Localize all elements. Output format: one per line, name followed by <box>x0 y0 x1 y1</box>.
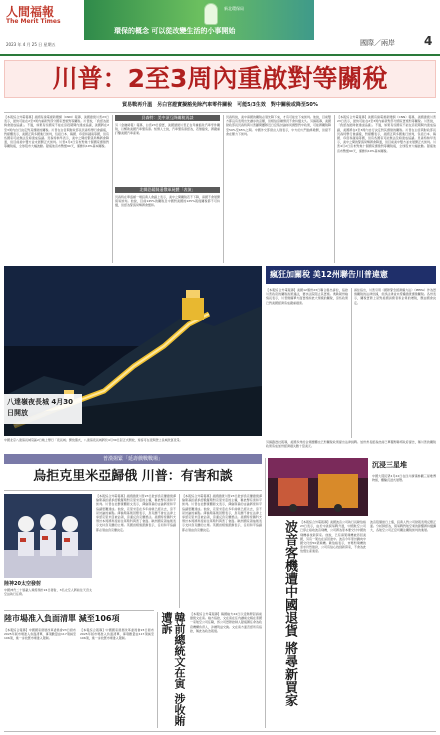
story5-headline: 波音客機遭中國退貨 將尋新買家 <box>282 520 297 707</box>
astronaut-photo <box>4 494 92 578</box>
theme-band-text: 普漢揚緊「延壽戲戰戰場」 <box>102 456 163 462</box>
feature-col2: 訴訟指出，川普引用《國際緊急經濟權力法》（IEEPA）作為實施關稅的法律依據，但該法律並未授權總統課徵關稅。各州表示，關稅實際上是對美國消費者和企業的增稅，應由國會決定。 <box>354 288 436 305</box>
astronaut-image <box>4 494 92 578</box>
feature-col3: 另據路透社報導，美國多州的企業團體也已對關稅政策提出法律挑戰。加州州長紐森此前已單獨對聯邦政府提告，稱川普的關稅政策造成加州經濟損失數十億美元。 <box>266 440 436 449</box>
subhead-bessent: 貝森特：美中須互降關稅再談 <box>115 115 220 121</box>
article-col1: 【本報綜合外電報導】美國有線電視新聞網（CNN）報導，美國總統川普23日表示，最快可能在2至3周內重新對部分國家實施對等關稅。川普說，「我認為最終會達成協議」。不過，如果有些國家不能在這段期間內達成協議，美國將在2至3周內自行決定對其課徵的關稅。川普在白宮與財政部長貝森特舉行會議後，對媒體表示，美國正與多國進行談判，包括日本、韓國、印度和越南等國，但有些國家可能無法及時達成協議。貝森特稍早表示，美中之間的緊張局勢將會降溫，但目前美中雙方並未展開正式談判。川普4月2日宣布對幾十個國家課徵對等關稅後，全球股市大幅波動。隨後他宣布暫緩90天，僅維持10%基本關稅。 <box>4 115 109 149</box>
story2-headline: 烏拒克里米亞歸俄 川普：有害和談 <box>33 469 233 484</box>
story3-col2: 【本報綜合報導】中國國家發展改革委員會23日發布2025年版市場准入負面清單，事項數量由117項減至106項，進一步放寬市場准入限制。 <box>80 628 154 641</box>
col2-text2: 貝森特在華盛頓一場投資人會議上表示，美中之間關稅若不下降，兩國不會展開貿易談判。他說，目前145%的關稅及中國對美國的125%報復關稅都不可持續，但認為緊張局勢將會緩和。 <box>115 195 220 208</box>
feature-kicker-bar <box>266 266 436 284</box>
ad-slogan: 環保的概念 可以從改變生活的小事開始 <box>114 27 236 35</box>
story4-col1: 【本報綜合外電報導】韓國檢方24日以受賄罪起訴前總統文在寅。檢方指控，文在寅在任內讓前女婿在泰國一家航空公司任職，該公司實際控制人隨後獲任命為政府機構負責人，涉嫌利益交換。文在寅方面否認所有指控，稱此為政治報復。 <box>190 612 262 633</box>
story5-col1: 【本報綜合外電報導】美國波音公司執行長歐伯格23日表示，由於中美貿易戰升溫，中國航空公司已停止接收波音飛機，公司將為原本要交付中國的飛機尋找新買家。他說，已有兩架飛機被退回美國，另有一架也在返回途中。波音今年原計劃向中國交付約50架飛機。歐伯格表示，市場對飛機的需求仍然強勁，公司有信心找到新買家，不會為此放慢生產速度。 <box>300 520 366 554</box>
story3-col1: 【本報綜合報導】中國國家發展改革委員會23日發布2025年版市場准入負面清單，事項數量由117項減至106項，進一步放寬市場准入限制。 <box>4 628 76 641</box>
photo2-description: 中國神舟二十號載人飛船預計24日發射，3名太空人將前往天宮太空站執行任務。 <box>4 588 92 597</box>
feature-col1: 【本報綜合外電報導】美國12個州23日聯合提出訴訟，指控川普政府的關稅政策違法，要求法院阻止其實施。奧勒岡州檢察長表示，川普無權單方面實施如此大規模的關稅，這些政策已對美國經濟造成嚴重損害。 <box>266 288 348 305</box>
story5-col2: 波音股價當日上漲，投資人對公司財報表現反應正面。分析師認為，貿易戰對航空業的影響將持續擴大，各航空公司正密切關注關稅談判的進展。 <box>370 520 436 533</box>
lightbulb-icon <box>204 3 218 25</box>
logo-en: The Merit Times <box>6 18 61 25</box>
ad-banner <box>84 0 314 40</box>
great-wall-photo <box>4 266 262 436</box>
story4-headline: 韓前總統文在寅 涉收賄遭訴 <box>160 612 186 726</box>
photo1-description: 中國北京八達嶺長城景區2日晚上舉行「夜長城」開放儀式，八達嶺夜長城將於4月30日起正式開放，遊客可在夜間登上長城欣賞夜景。 <box>4 438 183 442</box>
article-col3: 貝森特說，美中兩國的關稅必須先降下來，才有可能坐下來談判。他說，目前雙方都沒有表現出先讓步的意願，但相信這種情況不會持續太久。另據報導，美國財政部長貝森特與川普顧問團隊近日密集討論如何調整對中政策，可能將關稅降至50%至65%之間。中國外交部發言人則表示，中方的大門始終敞開，但絕不會在壓力下談判。 <box>226 115 331 136</box>
section-label: 國際／兩岸 <box>360 39 395 47</box>
ad-tag: 新北環保局 <box>224 6 244 11</box>
article-col2 <box>115 115 220 263</box>
photo2-caption: 陸神20太空發射 <box>4 581 41 587</box>
main-headline: 川普：2至3周內重啟對等關稅 <box>52 64 388 93</box>
col2-text1: 另《金融時報》報導，白宮23日證實，美國總統川普正在考慮豁免汽車零件關稅，以幫助美國汽車製造商。知情人士說，汽車製造商認為，若無豁免，將嚴重打擊美國汽車產業。 <box>115 123 220 136</box>
sub-headline: 貿易戰再升溫 另白宮證實擬豁免除汽車零件關稅 可能5/3生效 對中關稅或降至50% <box>122 102 318 108</box>
story2-col2: 【本報綜合外電報導】美國總統川普23日批評烏克蘭總統澤倫斯基拒絕承認俄羅斯對克里米亞的主權，稱此舉有害和平談判。川普在社群媒體發文表示，澤倫斯基的言論將使和平協議更難達成。他說，克里米亞在多年前就已經失去，這不是討論的重點。澤倫斯基則回應表示，烏克蘭不會在法律上承認克里米亞被佔領，這違反烏克蘭憲法。美國特使魏科夫預計本周將再度前往莫斯科與普丁會面。歐洲國家領袖則表示支持烏克蘭的立場。英國首相施凱爾表示，任何和平協議都必須由烏克蘭決定。 <box>96 494 176 532</box>
photo1-caption-box <box>4 394 82 424</box>
issue-date: 2023 年 4 月 25 日 星期五 <box>6 42 56 47</box>
photo1-caption: 八達嶺夜長城 4月30日開放 <box>7 398 74 417</box>
museum-image <box>268 458 368 516</box>
masthead <box>0 0 440 56</box>
story2-col3: 【本報綜合外電報導】美國總統川普23日批評烏克蘭總統澤倫斯基拒絕承認俄羅斯對克里米亞的主權，稱此舉有害和平談判。川普在社群媒體發文表示，澤倫斯基的言論將使和平協議更難達成。他說，克里米亞在多年前就已經失去，這不是討論的重點。澤倫斯基則回應表示，烏克蘭不會在法律上承認克里米亞被佔領，這違反烏克蘭憲法。美國特使魏科夫預計本周將再度前往莫斯科與普丁會面。歐洲國家領袖則表示支持烏克蘭的立場。英國首相施凱爾表示，任何和平協議都必須由烏克蘭決定。 <box>182 494 262 532</box>
page-number: 4 <box>424 34 433 48</box>
theme-band <box>4 454 262 464</box>
subhead-north-korea: 北韓恐藉歸還俄軍屍體「表演」 <box>115 187 220 193</box>
story3-headline: 陸市場准入負面清單 減至106項 <box>4 614 120 623</box>
article-col4: 【本報綜合外電報導】美國有線電視新聞網（CNN）報導，美國總統川普23日表示，最快可能在2至3周內重新對部分國家實施對等關稅。川普說，「我認為最終會達成協議」。不過，如果有些國家不能在這段期間內達成協議，美國將在2至3周內自行決定對其課徵的關稅。川普在白宮與財政部長貝森特舉行會議後，對媒體表示，美國正與多國進行談判，包括日本、韓國、印度和越南等國，但有些國家可能無法及時達成協議。貝森特稍早表示，美中之間的緊張局勢將會降溫，但目前美中雙方並未展開正式談判。川普4月2日宣布對幾十個國家課徵對等關稅後，全球股市大幅波動。隨後他宣布暫緩90天，僅維持10%基本關稅。 <box>337 115 436 153</box>
photo3-caption: 沉浸三星堆 <box>372 461 407 469</box>
main-headline-banner <box>4 60 436 98</box>
sanxingdui-photo <box>268 458 368 516</box>
logo-cn: 人間福報 <box>6 5 55 19</box>
feature-kicker: 瘋狂加關稅 美12州聯告川普違憲 <box>270 270 388 279</box>
photo3-description: 中國大陸民眾4月22日在四川廣漢參觀三星堆博物館，體驗沉浸式展覽。 <box>372 474 436 483</box>
